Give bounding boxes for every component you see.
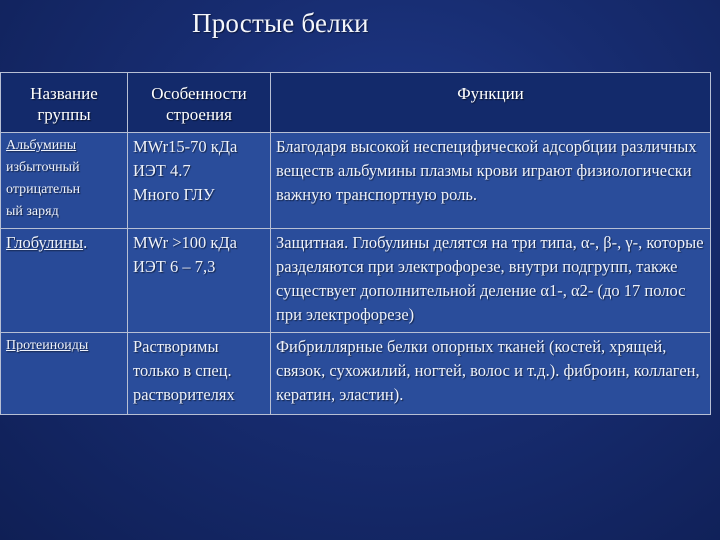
albumins-note-line3: ый заряд <box>6 204 59 219</box>
cell-globulins-features <box>128 229 271 333</box>
albumins-pi: ИЭТ 4.7 <box>133 161 191 180</box>
albumins-note-line1: избыточный <box>6 160 80 175</box>
header-structure-features <box>128 73 271 133</box>
albumins-mw: MWr15-70 кДа <box>133 137 238 156</box>
globulins-mw: MWr >100 кДа <box>133 233 237 252</box>
table-row-globulins <box>1 229 711 333</box>
cell-proteinoids-features <box>128 333 271 415</box>
slide-title: Простые белки <box>192 8 369 38</box>
table-row-albumins <box>1 133 711 229</box>
globulins-pi: ИЭТ 6 – 7,3 <box>133 257 216 276</box>
cell-albumins-functions: Благодаря высокой неспецифической адсорбции различных веществ альбумины плазмы крови играют физиологически важную транспортную роль. <box>271 133 711 229</box>
proteinoids-label: Протеиноиды <box>6 338 89 353</box>
proteinoids-solubility-line3: растворителях <box>133 385 235 404</box>
cell-globulins-name <box>1 229 128 333</box>
proteinoids-solubility-line2: только в спец. <box>133 361 232 380</box>
table-row-proteinoids <box>1 333 711 415</box>
globulins-label: Глобулины <box>6 233 84 252</box>
table-header-row <box>1 73 711 133</box>
albumins-glu: Много ГЛУ <box>133 185 215 204</box>
header-features-line1: Особенности <box>151 84 247 103</box>
globulins-label-period: . <box>83 233 88 252</box>
albumins-label: Альбумины <box>6 138 77 153</box>
cell-globulins-functions: Защитная. Глобулины делятся на три типа, α-, β-, γ-, которые разделяются при электрофорезе, внутри подгрупп, также существует дополнительной деление α1-, α2- (до 17 полос при электрофорезе) <box>271 229 711 333</box>
header-group-name-line1: Название <box>30 84 98 103</box>
cell-albumins-features <box>128 133 271 229</box>
header-functions: Функции <box>271 73 711 133</box>
cell-proteinoids-functions: Фибриллярные белки опорных тканей (костей, хрящей, связок, сухожилий, ногтей, волос и т.д.). фиброин, коллаген, кератин, эластин). <box>271 333 711 415</box>
albumins-note-line2: отрицательн <box>6 182 81 197</box>
header-group-name <box>1 73 128 133</box>
simple-proteins-table <box>0 72 711 415</box>
header-group-name-line2: группы <box>37 105 91 124</box>
cell-proteinoids-name <box>1 333 128 415</box>
header-features-line2: строения <box>166 105 232 124</box>
cell-albumins-name <box>1 133 128 229</box>
proteinoids-solubility-line1: Растворимы <box>133 337 219 356</box>
